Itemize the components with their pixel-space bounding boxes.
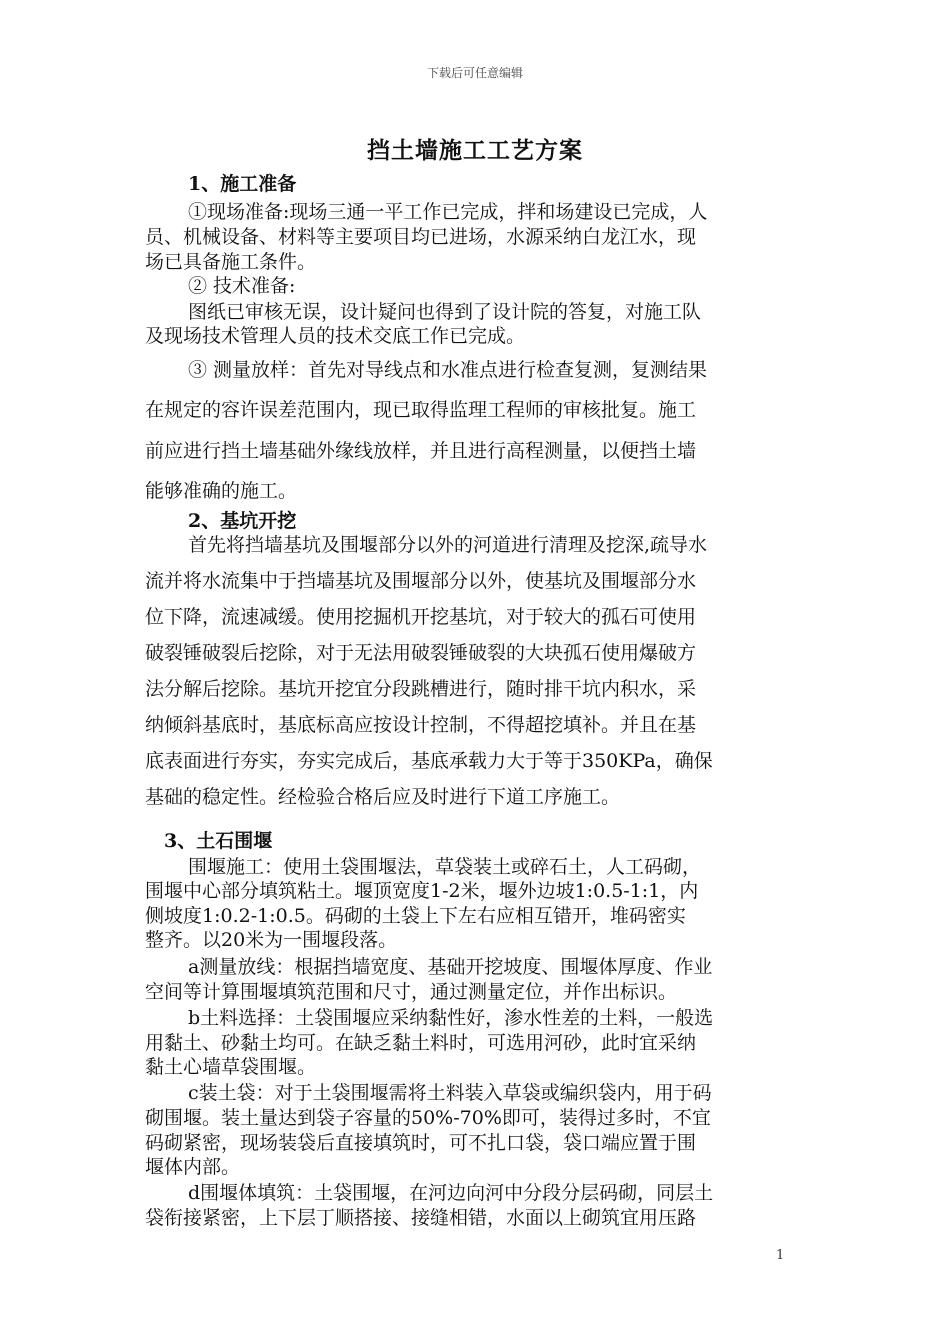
paragraph-line: ② 技术准备: [188,275,296,297]
paragraph-line: 侧坡度1:0.2-1:0.5。码砌的土袋上下左右应相互错开，堆码密实 [145,905,686,927]
paragraph-line: 流并将水流集中于挡墙基坑及围堰部分以外，使基坑及围堰部分水 [145,570,697,592]
paragraph-line: 底表面进行夯实，夯实完成后，基底承载力大于等于350KPa，确保 [145,750,713,772]
paragraph-line: 围堰中心部分填筑粘土。堰顶宽度1-2米，堰外边坡1:0.5-1:1，内 [145,880,699,902]
paragraph-line: ③ 测量放样：首先对导线点和水准点进行检查复测，复测结果 [188,359,708,381]
paragraph-line: b土料选择：土袋围堰应采纳黏性好，渗水性差的土料，一般选 [188,1007,714,1029]
paragraph-line: 破裂锤破裂后挖除，对于无法用破裂锤破裂的大块孤石使用爆破方 [145,642,697,664]
paragraph-line: 图纸已审核无误，设计疑问也得到了设计院的答复，对施工队 [188,301,702,323]
paragraph-line: 码砌紧密，现场装袋后直接填筑时，可不扎口袋，袋口端应置于围 [145,1132,697,1154]
paragraph-line: 基础的稳定性。经检验合格后应及时进行下道工序施工。 [145,786,621,808]
paragraph-line: 袋衔接紧密，上下层丁顺搭接、接缝相错，水面以上砌筑宜用压路 [145,1207,697,1229]
paragraph-line: d围堰体填筑：土袋围堰，在河边向河中分段分层码砌，同层土 [188,1182,714,1204]
paragraph-line: 前应进行挡土墙基础外缘线放样，并且进行高程测量，以便挡土墙 [145,440,697,462]
paragraph-line: 首先将挡墙基坑及围堰部分以外的河道进行清理及挖深,疏导水 [188,534,708,556]
section-heading-2: 2、基坑开挖 [188,510,297,532]
paragraph-line: 空间等计算围堰填筑范围和尺寸，通过测量定位，并作出标识。 [145,981,678,1003]
paragraph-line: 围堰施工：使用土袋围堰法，草袋装土或碎石土，人工码砌， [188,856,702,878]
paragraph-line: 员、机械设备、材料等主要项目均已进场，水源采纳白龙江水，现 [145,226,697,248]
paragraph-line: a测量放线：根据挡墙宽度、基础开挖坡度、围堰体厚度、作业 [188,956,713,978]
paragraph-line: 整齐。以20米为一围堰段落。 [145,929,398,951]
paragraph-line: 及现场技术管理人员的技术交底工作已完成。 [145,325,526,347]
paragraph-line: 堰体内部。 [145,1156,241,1178]
paragraph-line: 用黏土、砂黏土均可。在缺乏黏土料时，可选用河砂，此时宜采纳 [145,1032,697,1054]
paragraph-line: 位下降，流速减缓。使用挖掘机开挖基坑，对于较大的孤石可使用 [145,606,697,628]
page-header: 下载后可任意编辑 [426,66,523,80]
section-heading-3: 3、土石围堰 [164,830,273,852]
paragraph-line: ①现场准备:现场三通一平工作已完成，拌和场建设已完成，人 [188,201,708,223]
page-number: 1 [776,1248,785,1263]
paragraph-line: 在规定的容许误差范围内，现已取得监理工程师的审核批复。施工 [145,399,697,421]
paragraph-line: c装土袋：对于土袋围堰需将土料装入草袋或编织袋内，用于码 [188,1082,712,1104]
paragraph-line: 法分解后挖除。基坑开挖宜分段跳槽进行，随时排干坑内积水，采 [145,678,697,700]
paragraph-line: 砌围堰。装土量达到袋子容量的50%-70%即可，装得过多时，不宜 [145,1107,711,1129]
paragraph-line: 场已具备施工条件。 [145,251,317,273]
paragraph-line: 纳倾斜基底时，基底标高应按设计控制，不得超挖填补。并且在基 [145,714,697,736]
paragraph-line: 黏土心墙草袋围堰。 [145,1056,317,1078]
paragraph-line: 能够准确的施工。 [145,480,298,502]
document-title: 挡土墙施工工艺方案 [367,137,583,164]
section-heading-1: 1、施工准备 [188,173,297,195]
